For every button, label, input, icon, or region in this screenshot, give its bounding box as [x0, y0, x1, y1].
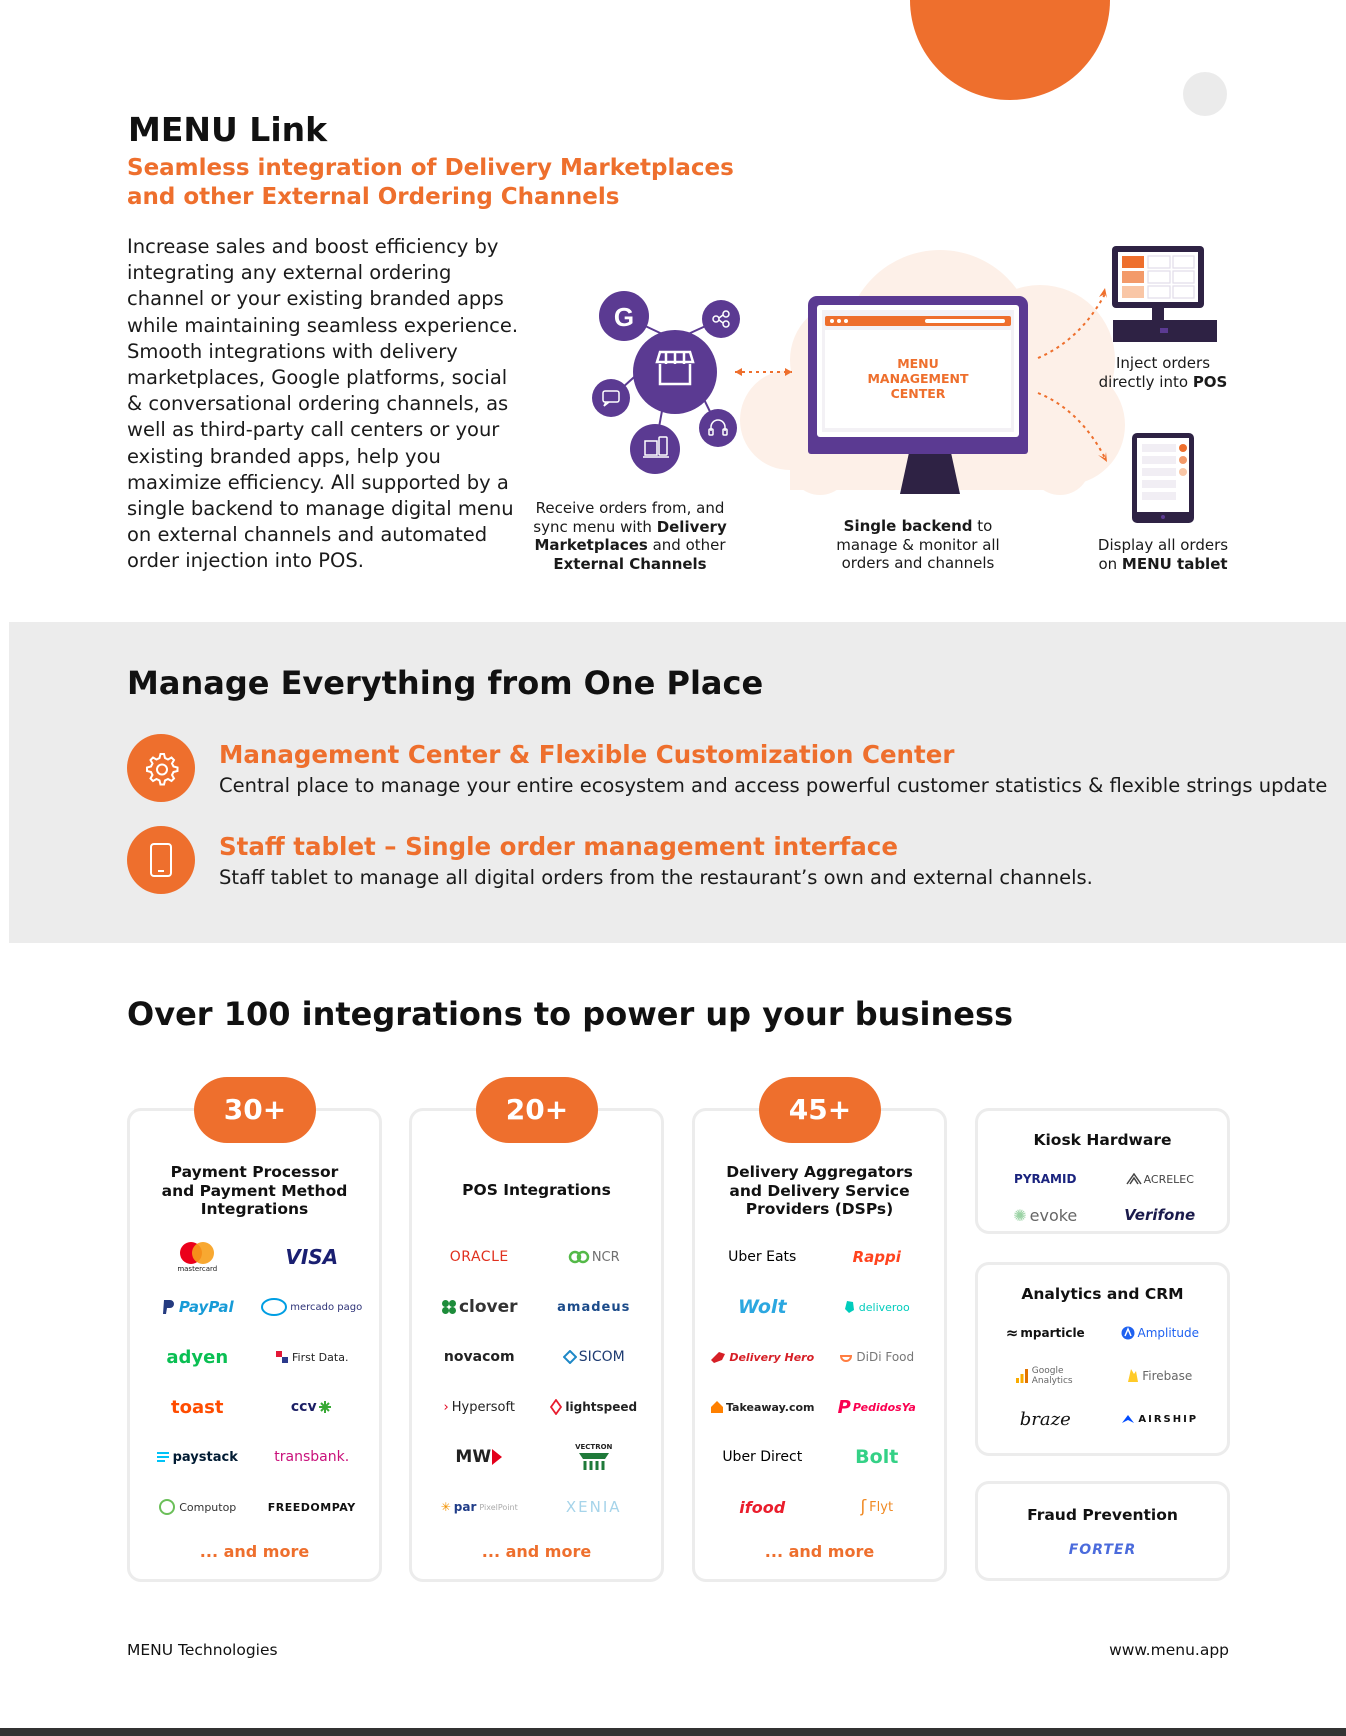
verifone-logo: Verifone	[1124, 1206, 1196, 1224]
chat-icon	[592, 379, 630, 417]
oracle-logo: ORACLE	[449, 1249, 509, 1265]
caption-center: Single backend to manage & monitor all orders and channels	[836, 517, 1000, 572]
mercado-pago-logo: mercado pago	[255, 1291, 370, 1323]
visa-logo: VISA	[285, 1245, 339, 1269]
integrations-heading: Over 100 integrations to power up your business	[127, 995, 1014, 1033]
flyt-logo: ʃ Flyt	[860, 1497, 894, 1517]
takeaway-logo: Takeaway.com	[705, 1391, 820, 1423]
footer-company: MENU Technologies	[127, 1641, 278, 1659]
card-title: Kiosk Hardware	[1033, 1131, 1172, 1149]
rappi-logo: Rappi	[852, 1248, 901, 1266]
kiosk-device-icon	[630, 424, 680, 474]
delivery-hero-logo: Delivery Hero	[705, 1341, 820, 1373]
headset-icon	[699, 409, 737, 447]
transbank-logo: transbank.	[274, 1449, 350, 1465]
novacom-logo: novacom	[443, 1349, 515, 1365]
decorative-orange-circle	[910, 0, 1110, 100]
monitor-stand	[900, 448, 960, 494]
paystack-logo: paystack	[140, 1441, 255, 1473]
adyen-logo: adyen	[166, 1346, 229, 1368]
clover-logo: clover	[422, 1291, 537, 1323]
center-label-line3: CENTER	[890, 386, 946, 401]
payment-integrations-card	[127, 1093, 382, 1582]
xenia-logo: XENIA	[565, 1498, 622, 1516]
count-badge: 45+	[759, 1077, 881, 1143]
center-label-line2: MANAGEMENT	[867, 371, 969, 386]
sicom-logo: SICOM	[537, 1341, 652, 1373]
caption-left: Receive orders from, and sync menu with Delivery Marketplaces and other External Channels	[533, 499, 727, 573]
pos-integrations-card	[409, 1093, 664, 1582]
pyramid-logo: PYRAMID	[1014, 1172, 1077, 1186]
ccv-logo: ccv	[255, 1391, 370, 1423]
bottom-bar	[0, 1728, 1346, 1736]
page-subtitle: Seamless integration of Delivery Marketplaces and other External Ordering Channels	[127, 155, 734, 210]
delivery-integrations-card	[692, 1093, 947, 1582]
share-icon	[702, 300, 740, 338]
toast-logo: toast	[171, 1396, 224, 1418]
feature-title-management: Management Center & Flexible Customization Center	[219, 740, 955, 769]
more-link[interactable]: ... and more	[199, 1542, 310, 1561]
analytics-crm-card	[975, 1262, 1230, 1456]
pos-device-icon	[1112, 246, 1217, 342]
logo-grid	[422, 1241, 651, 1523]
uber-direct-logo: Uber Direct	[722, 1449, 803, 1465]
airship-logo: AIRSHIP	[1103, 1405, 1218, 1433]
logo-grid	[988, 1319, 1217, 1433]
amadeus-logo: amadeus	[557, 1299, 631, 1315]
card-title: Payment Processor and Payment Method Integrations	[161, 1163, 348, 1218]
card-title: Fraud Prevention	[1027, 1506, 1178, 1524]
freedompay-logo: FREEDOMPAY	[267, 1500, 356, 1514]
logo-grid	[705, 1241, 934, 1523]
computop-logo: Computop	[140, 1491, 255, 1523]
feature-desc-staff-tablet: Staff tablet to manage all digital orders from the restaurant’s own and external channels.	[219, 866, 1093, 889]
amplitude-logo: Amplitude	[1103, 1319, 1218, 1347]
lightspeed-logo: lightspeed	[537, 1391, 652, 1423]
paypal-logo: PayPal	[140, 1291, 255, 1323]
decorative-gray-circle	[1183, 72, 1227, 116]
mw-logo: MW	[422, 1441, 537, 1473]
vectron-logo: VECTRON	[537, 1441, 652, 1473]
logo-grid	[140, 1241, 369, 1523]
caption-pos: Inject orders directly into POS	[1098, 354, 1228, 391]
feature-title-staff-tablet: Staff tablet – Single order management interface	[219, 832, 898, 861]
more-link[interactable]: ... and more	[481, 1542, 592, 1561]
first-data-logo: First Data.	[255, 1341, 370, 1373]
tablet-icon	[127, 826, 195, 894]
par-logo: ✳ par PixelPoint	[440, 1500, 518, 1514]
google-analytics-logo: Google Analytics	[988, 1362, 1103, 1390]
ifood-logo: ifood	[739, 1497, 786, 1517]
deliveroo-logo: deliveroo	[820, 1291, 935, 1323]
evoke-logo: ✺ evoke	[1013, 1205, 1078, 1225]
braze-logo: braze	[1019, 1408, 1071, 1430]
kiosk-hardware-card	[975, 1108, 1230, 1234]
google-letter: G	[613, 302, 635, 332]
center-label-line1: MENU	[897, 356, 939, 371]
integration-diagram	[533, 230, 1250, 580]
bolt-logo: Bolt	[855, 1446, 899, 1468]
acrelec-logo: ACRELEC	[1103, 1165, 1218, 1193]
count-badge: 30+	[194, 1077, 316, 1143]
intro-paragraph: Increase sales and boost efficiency by integrating any external ordering channel or your existing branded apps while maintaining seamless experience. Smooth integrations with delivery marketplaces, Google platforms, social & conversational ordering channels, as well as third-party call centers or your existing branded apps, help you maximize efficiency. All supported by a single backend to manage digital menu on external channels and automated order injection into POS.	[127, 235, 519, 573]
fraud-prevention-card	[975, 1481, 1230, 1581]
gear-icon	[127, 734, 195, 802]
uber-eats-logo: Uber Eats	[728, 1249, 797, 1265]
manage-heading: Manage Everything from One Place	[127, 664, 764, 702]
count-badge: 20+	[476, 1077, 598, 1143]
logo-grid	[988, 1165, 1217, 1229]
more-link[interactable]: ... and more	[764, 1542, 875, 1561]
marketplace-store-icon	[633, 330, 717, 414]
card-title: POS Integrations	[462, 1181, 611, 1199]
pedidosya-logo: P PedidosYa	[837, 1396, 916, 1418]
card-title: Delivery Aggregators and Delivery Service Providers (DSPs)	[726, 1163, 913, 1218]
feature-desc-management: Central place to manage your entire ecosystem and access powerful customer statistics & flexible strings update	[219, 774, 1328, 797]
footer-website-link[interactable]: www.menu.app	[1109, 1641, 1229, 1659]
didi-food-logo: DiDi Food	[820, 1341, 935, 1373]
page-title: MENU Link	[128, 110, 328, 149]
ncr-logo: NCR	[537, 1241, 652, 1273]
tablet-device-icon	[1132, 433, 1194, 523]
wolt-logo: Wolt	[737, 1296, 787, 1318]
caption-tablet: Display all orders on MENU tablet	[1097, 536, 1229, 573]
hypersoft-logo: › Hypersoft	[443, 1399, 515, 1415]
mparticle-logo: ≈ mparticle	[1005, 1324, 1085, 1342]
mastercard-logo: mastercard	[140, 1241, 255, 1273]
card-title: Analytics and CRM	[1021, 1285, 1184, 1303]
forter-logo: FORTER	[1068, 1542, 1137, 1558]
firebase-logo: Firebase	[1103, 1362, 1218, 1390]
